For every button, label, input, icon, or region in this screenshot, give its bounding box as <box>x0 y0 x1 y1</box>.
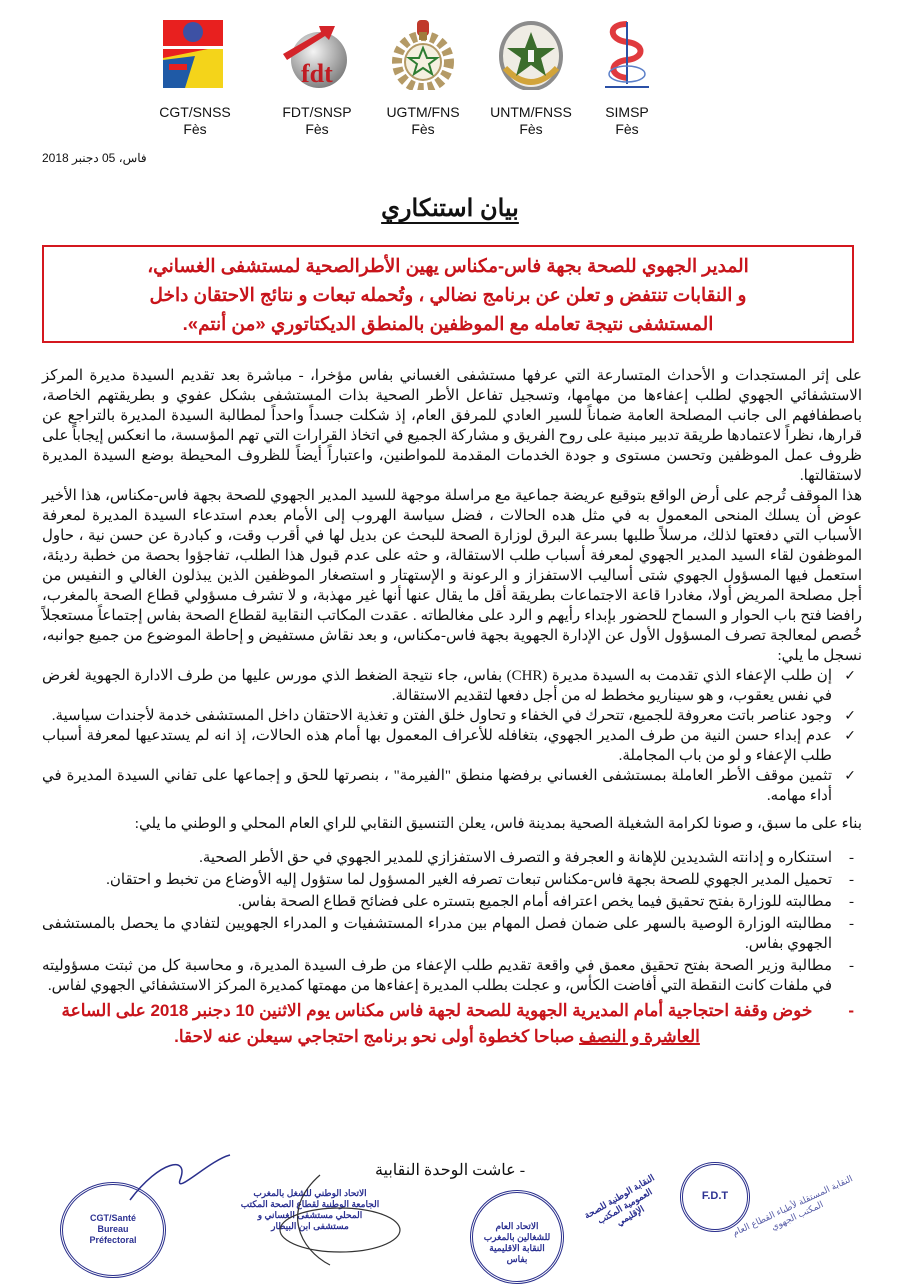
paragraph: على إثر المستجدات و الأحداث المتسارعة التي عرفها مستشفى الغساني بفاس مؤخرا، - مباشرة بعد تقديم السيدة مديرة المركز الاستشفائي الجهوي لطلب إعفاءها من مهامها، وتسجيل تفاعل الأطر الصحية بذات المستشفى بشكل عفوي و بطريقتهم الخاصة، باصطفافهم الى جانب المصلحة العامة ضماناً للسير العادي للمرفق العام، إذ شكلت جسداً واحداً لمطالبة السيدة المديرة بالتراجع عن قرارها، نظراً لاعتمادها طريقة تدبير مبنية على روح الفريق و مشاركة الجميع في اتخاذ القرارات التي تهم المؤسسة، ما انعكس إيجاباً على ظروف عمل الموظفين وتحسن مستوى و جودة الخدمات المقدمة للمواطنين، واعتباراً أيضاً للظروف المحيطة بوضع السيدة المديرة لاستقالتها. <box>42 368 862 484</box>
logo-simsp <box>572 18 682 138</box>
protest-announcement: - خوض وقفة احتجاجية أمام المديرية الجهوية للصحة لجهة فاس مكناس يوم الاثنين 10 دجنبر 2018 على الساعة العاشرة و النصف صباحا كخطوة أولى نحو برنامج احتجاجي سيعلن عنه لاحقا. <box>42 998 862 1050</box>
check-icon: ✓ <box>844 668 856 684</box>
statement-body <box>42 366 862 1052</box>
logo-cgt-snss <box>140 18 250 138</box>
ugtm-stamp: الاتحاد العام للشغالين بالمغرب النقابة الاقليمية بفاس <box>470 1190 564 1284</box>
untm-stamp: الاتحاد الوطني للشغل بالمغرب الجامعة الوطنية لقطاع الصحة المكتب المحلي مستشفى الغساني و مستشفى ابن البيطار <box>240 1188 380 1231</box>
document-title-wrap <box>0 194 900 223</box>
demand-item: - مطالبته الوزارة الوصية بالسهر على ضمان فصل المهام بين مدراء المستشفيات و المدراء الجهويين لتفادي ما يحصل بالمستشفى الجهوي بفاس. <box>42 916 854 952</box>
logo-caption: CGT/SNSS Fès <box>159 104 231 137</box>
findings-list <box>42 666 862 806</box>
protest-time-underlined: العاشرة و النصف <box>579 1027 700 1046</box>
signature-mark <box>120 1150 240 1210</box>
finding-item: ✓ تثمين موقف الأطر العاملة بمستشفى الغساني برفضها منطق "الفيرمة" ، بنصرتها للحق و إجماعها على تفاني السيدة المديرة في أداء مهامه. <box>42 768 856 804</box>
finding-item: ✓ عدم إبداء حسن النية من طرف المدير الجهوي، بتغافله للأعراف المعمول بها أمام هذه الحالات، إذ انه لم يستدعيها لمعرفة أسباب طلب الإعفاء و لو من باب المجاملة. <box>42 728 856 764</box>
demands-list <box>42 848 862 1050</box>
paragraph: هذا الموقف تُرجم على أرض الواقع بتوقيع عريضة جماعية مع مراسلة موجهة للسيد المدير الجهوي للصحة بجهة فاس-مكناس، هذا الأخير عوض أن يسلك المنحى المعمول به في مثل هده الحالات ، فضل سياسة الهروب إلى الأمام بعدم استدعاء السيدة المديرة لمعرفة الأسباب التي دفعتها لذلك، مرسلاً طلبها بسرعة البرق لوزارة الصحة للبحث عن بديل لها في أقرب وقت، و كبادرة عن حسن نية ، حاول الموظفون لقاء السيد المدير الجهوي لمعرفة أسباب طلب الاستقالة، و حثه على عدم قبول هذا الطلب، تفاجؤوا بحصة من خطبة رديئة، استعمل فيها المسؤول الجهوي شتى أساليب الاستفزاز و الرعونة و الإستهتار و استصغار الموظفين الذين يبذلون الغالي و النفيس من أجل مصلحة المريض أولا، مغادرا قاعة الاجتماعات بطريقة أقل ما يقال عنها أنها غير مهذبة، و لا تشرف مسؤولي قطاع الصحة بالمغرب، رافضا فتح باب الحوار و السماح للحضور بإبداء رأيهم و الرد على مغالطاته . عقدت المكاتب النقابية لقطاع الصحة بفاس إجتماعاً مستعجلاً خُصص لمعالجة تصرف المسؤول الأول عن الإدارة الجهوية بجهة فاس-مكناس، و بعد نقاش مستفيض و إحاطة الموضوع من جميع جوانبه، نسجل ما يلي: <box>42 488 862 664</box>
headline-box <box>42 245 854 343</box>
headline-line: و النقابات تنتفض و تعلن عن برنامج نضالي ، وتُحمله تبعات و نتائج الاحتقان داخل <box>149 284 747 305</box>
fdt-note: النقابة الوطنية للصحة العمومية المكتب الإقليمي <box>582 1172 656 1228</box>
check-icon: ✓ <box>844 728 856 744</box>
demand-item: - تحميل المدير الجهوي للصحة بجهة فاس-مكناس تبعات تصرفه الغير المسؤول لما ستؤول إليه الأوضاع من تخبط و احتقان. <box>106 872 854 888</box>
logo-untm-fnss <box>476 18 586 138</box>
headline-line: المستشفى نتيجة تعامله مع الموظفين بالمنطق الديكتاتوري «من أنتم». <box>182 313 714 334</box>
check-icon: ✓ <box>844 768 856 784</box>
fdt-stamp: F.D.T <box>680 1162 750 1232</box>
untm-fnss-logo <box>491 18 571 90</box>
headline-line: المدير الجهوي للصحة بجهة فاس-مكناس يهين الأطرالصحية لمستشفى الغساني، <box>147 255 749 276</box>
fdt-snsp-logo <box>277 18 357 90</box>
check-icon: ✓ <box>844 708 856 724</box>
logo-caption: FDT/SNSP Fès <box>282 104 352 137</box>
svg-text:fdt: fdt <box>301 59 333 88</box>
announcement: بناء على ما سبق، و صونا لكرامة الشغيلة الصحية بمدينة فاس، يعلن التنسيق النقابي للراي العام المحلي و الوطني ما يلي: <box>134 816 862 832</box>
logo-caption: UGTM/FNS Fès <box>386 104 460 137</box>
dash-bullet: - <box>849 894 854 910</box>
dash-bullet: - <box>849 958 854 974</box>
logo-ugtm-fns <box>368 18 478 138</box>
logo-caption: SIMSP Fès <box>605 104 649 137</box>
logo-caption: UNTM/FNSS Fès <box>490 104 572 137</box>
ugtm-fns-logo <box>383 18 463 90</box>
dash-bullet: - <box>848 1001 854 1020</box>
logo-fdt-snsp <box>262 18 372 138</box>
signature-stamps <box>0 1150 900 1270</box>
demand-item: - استنكاره و إدانته الشديدين للإهانة و العجرفة و التصرف الاستفزازي للمدير الجهوي في حق الأطر الصحية. <box>199 850 854 866</box>
finding-item: ✓ وجود عناصر باتت معروفة للجميع، تتحرك في الخفاء و تحاول خلق الفتن و تغذية الاحتقان داخل المستشفى خدمة لأجندات سياسية. <box>51 708 856 724</box>
simsp-logo <box>587 18 667 90</box>
dash-bullet: - <box>849 916 854 932</box>
logo-row <box>140 18 700 148</box>
closing-slogan: - عاشت الوحدة النقابية <box>374 1162 526 1179</box>
cgt-snss-logo <box>155 18 235 90</box>
demand-item: - مطالبته للوزارة بفتح تحقيق فيما يخص اعترافه أمام الجميع بتستره على فضائح قطاع الصحة بفاس. <box>237 894 854 910</box>
document-title: بيان استنكاري <box>381 195 519 222</box>
simsp-note: النقابة المستقلة لأطباء القطاع العام المكتب الجهوي <box>730 1173 855 1238</box>
document-date: فاس، 05 دجنبر 2018 <box>42 151 147 165</box>
cgt-stamp: CGT/Santé Bureau Préfectoral <box>60 1182 166 1278</box>
dash-bullet: - <box>849 872 854 888</box>
demand-item: - مطالبة وزير الصحة بفتح تحقيق معمق في واقعة تقديم طلب الإعفاء من طرف السيدة المديرة، و محاسبة كل من ثبتت مسؤوليته في ملفات كانت النقطة التي أفاضت الكأس، و عجلت بطلب المديرة إعفاءها من مهمتها كمديرة المركز الاستشفائي الجهوي لفاس. <box>42 958 854 994</box>
dash-bullet: - <box>849 850 854 866</box>
signature-mark <box>270 1170 410 1270</box>
finding-item: ✓ إن طلب الإعفاء الذي تقدمت به السيدة مديرة (CHR) بفاس، جاء نتيجة الضغط الذي مورس عليها من طرف الادارة الجهوية لغرض في نفس يعقوب، و هو سيناريو مخطط له من أجل دفعها لتقديم الاستقالة. <box>42 668 856 704</box>
